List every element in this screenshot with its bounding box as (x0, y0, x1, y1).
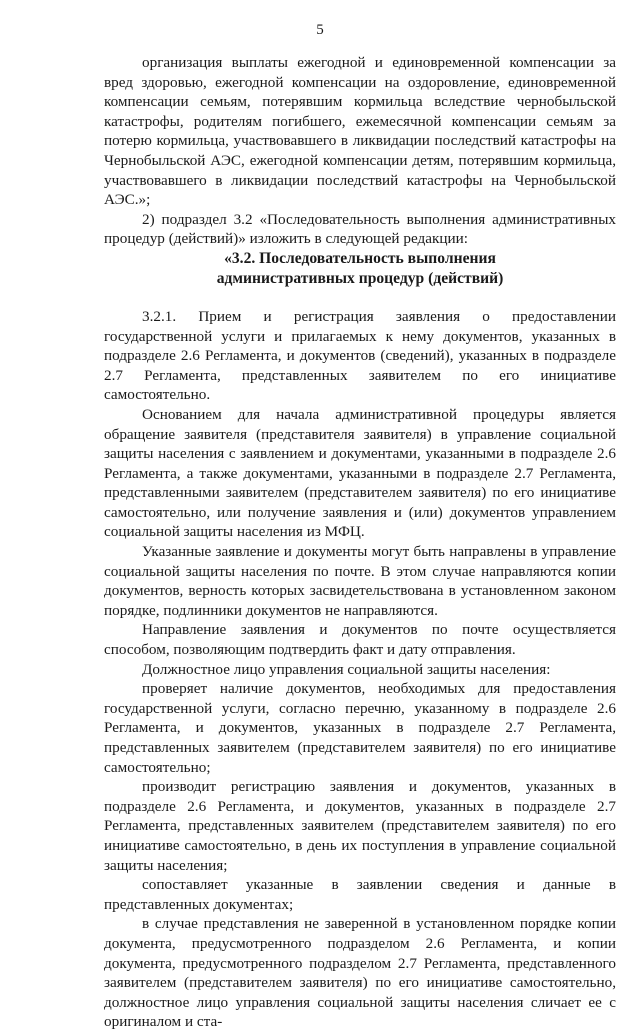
paragraph-3-2-1: 3.2.1. Прием и регистрация заявления о предоставлении государственной услуги и прилагаемых к нему документов, указанных в подразделе 2.6 Регламента, и документов (сведений), указанных в подразделе 2.7 Регламента, представленных заявителем по его инициативе самостоятельно. (104, 307, 616, 404)
section-heading (104, 249, 616, 289)
section-heading-line-1: «3.2. Последовательность выполнения (224, 249, 496, 267)
section-heading-line-2: административных процедур (действий) (216, 269, 504, 287)
paragraph-amendment-instruction: 2) подраздел 3.2 «Последовательность выполнения административных процедур (действий)» изложить в следующей редакции: (104, 210, 616, 248)
paragraph-uncertified-copy: в случае представления не заверенной в установленном порядке копии документа, предусмотренного подразделом 2.6 Регламента, и копии документа, предусмотренного подразделом 2.7 Регламента, представленного заявителем (представителем заявителя) по его инициативе самостоятельно, должностное лицо управления социальной защиты населения сличает ее с оригиналом и ста- (104, 915, 616, 1031)
paragraph-postal-method: Направление заявления и документов по почте осуществляется способом, позволяющим подтвердить факт и дату отправления. (104, 621, 616, 659)
paragraph-compensation-list: организация выплаты ежегодной и единовременной компенсации за вред здоровью, ежегодной компенсации на оздоровление, единовременной компенсации семьям, потерявшим кормильца вследствие чернобыльской катастрофы, родителям погибшего, ежемесячной компенсации семьям за потерю кормильца, участвовавшего в ликвидации последствий катастрофы на Чернобыльской АЭС, ежегодной компенсации детям, потерявшим кормильца, участвовавшего в ликвидации последствий катастрофы на Чернобыльской АЭС.»; (104, 54, 616, 209)
page-number: 5 (316, 22, 324, 38)
paragraph-official-intro: Должностное лицо управления социальной защиты населения: (142, 660, 551, 678)
paragraph-checks-documents: проверяет наличие документов, необходимых для предоставления государственной услуги, согласно перечню, указанному в подразделе 2.6 Регламента, и документов, указанных в подразделе 2.7 Регламента, представленных заявителем (представителем заявителя) по его инициативе самостоятельно; (104, 680, 616, 776)
paragraph-postal-submission: Указанные заявление и документы могут быть направлены в управление социальной защиты населения по почте. В этом случае направляются копии документов, верность которых засвидетельствована в установленном законом порядке, подлинники документов не направляются. (104, 543, 616, 619)
paragraph-registers-documents: производит регистрацию заявления и документов, указанных в подразделе 2.6 Регламента, и документов, указанных в подразделе 2.7 Регламента, представленных заявителем (представителем заявителя) по его инициативе самостоятельно, в день их поступления в управление социальной защиты населения; (104, 778, 616, 874)
paragraph-compares-data: сопоставляет указанные в заявлении сведения и данные в представленных документах; (104, 876, 616, 913)
paragraph-basis: Основанием для начала административной процедуры является обращение заявителя (представителя заявителя) в управление социальной защиты населения с заявлением и документами, указанными в подразделе 2.6 Регламента, а также документами, указанными в подразделе 2.7 Регламента, представленными заявителем (представителем заявителя) по его инициативе самостоятельно, или получение заявления и (или) документов управлением социальной защиты населения из МФЦ. (104, 405, 616, 541)
